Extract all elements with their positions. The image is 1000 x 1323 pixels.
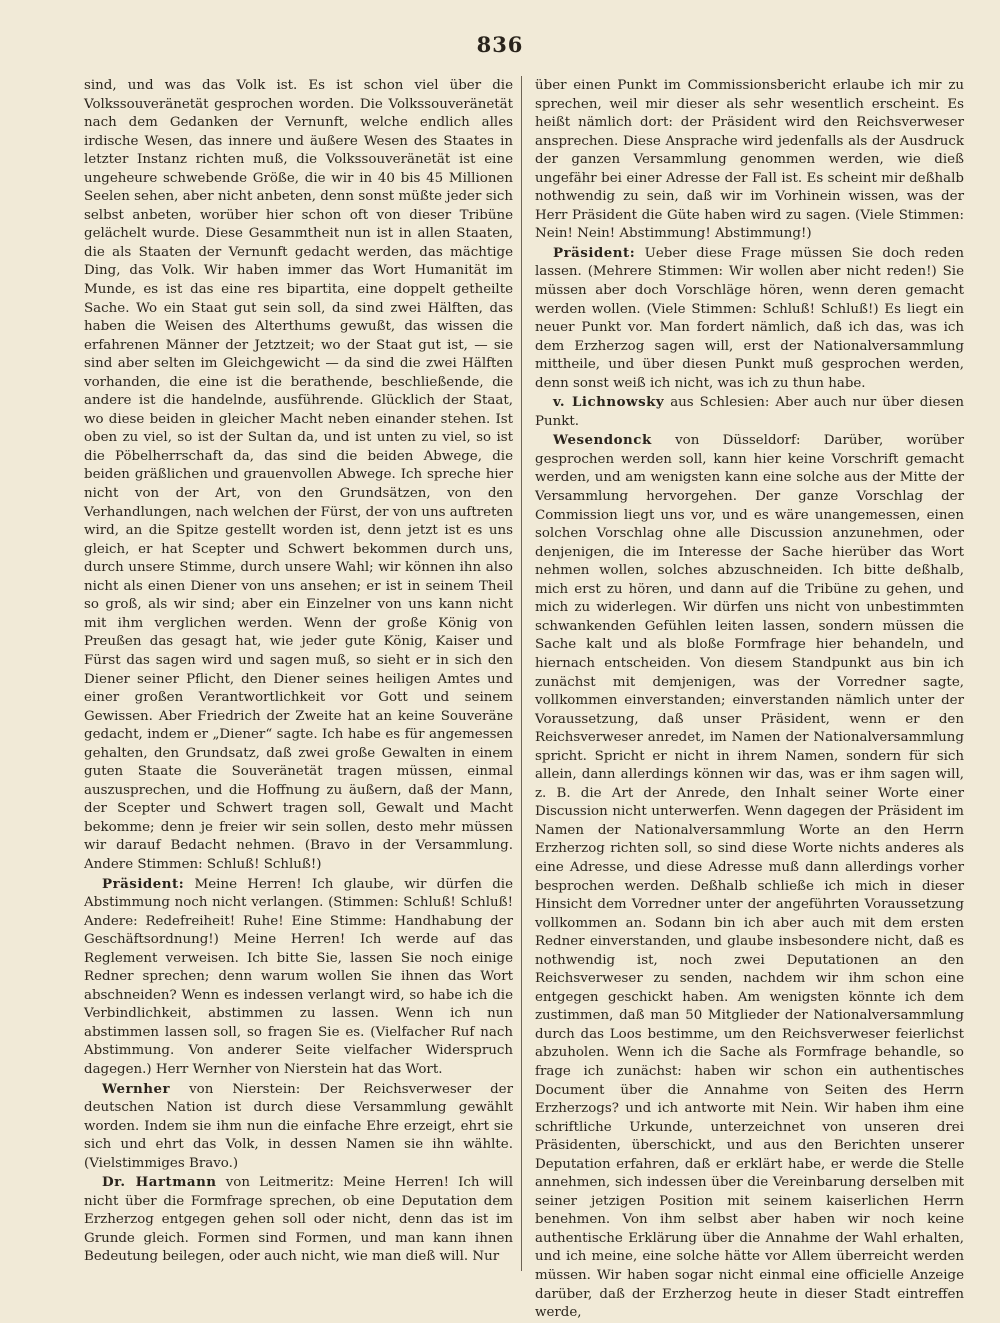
- column-divider: [521, 76, 522, 1271]
- paragraph-text: von Düsseldorf: Darüber, worüber gesprochen werden soll, kann hier keine Vorschrift gemacht werden, und am wenigsten kann eine solche aus der Mitte der Versammlung hervorgehen. Der ganze Vorschlag der Commission liegt uns vor, und es wäre unangemessen, einen solchen Vorschlag ohne alle Discussion anzunehmen, oder denjenigen, die im Interesse der Sache hierüber das Wort nehmen wollen, solches abzuschneiden. Ich bitte deßhalb, mich erst zu hören, und dann auf die Tribüne zu gehen, und mich zu widerlegen. Wir dürfen uns nicht von unbestimmten schwankenden Gefühlen leiten lassen, sondern müssen die Sache kalt und als bloße Formfrage hier behandeln, und hiernach entscheiden. Von diesem Standpunkt aus bin ich zunächst mit demjenigen, was der Vorredner sagte, vollkommen einverstanden; einverstanden nämlich unter der Voraussetzung, daß unser Präsident, wenn er den Reichsverweser anredet, im Namen der Nationalversammlung spricht. Spricht er nicht in ihrem Namen, sondern für sich allein, dann allerdings können wir das, was er ihm sagen will, z. B. die Art der Anrede, den Inhalt seiner Worte einer Discussion nicht unterwerfen. Wenn dagegen der Präsident im Namen der Nationalversammlung Worte an den Herrn Erzherzog richten soll, so sind diese Worte nichts anderes als eine Adresse, und diese Adresse muß dann allerdings vorher besprochen werden. Deßhalb schließe ich mich in dieser Hinsicht dem Vorredner unter der angeführten Voraussetzung vollkommen an. Sodann bin ich aber auch mit dem ersten Redner einverstanden, und glaube insbesondere nicht, daß es nothwendig ist, noch zwei Deputationen an den Reichsverweser zu senden, nachdem wir ihm schon eine entgegen geschickt haben. Am wenigsten könnte ich dem zustimmen, daß man 50 Mitglieder der Nationalversammlung durch das Loos bestimme, um den Reichsverweser feierlichst abzuholen. Wenn ich die Sache als Formfrage behandle, so frage ich zunächst: haben wir schon ein authentisches Document über die Annahme von Seiten des Herrn Erzherzogs? und ich antworte mit Nein. Wir haben ihm eine schriftliche Urkunde, unterzeichnet von unseren drei Präsidenten, überschickt, und aus den Berichten unserer Deputation erfahren, daß er erklärt habe, er werde die Stelle annehmen, sich indessen über die Vereinbarung derselben mit seiner jetzigen Position mit seinem kaiserlichen Herrn benehmen. Von ihm selbst aber haben wir noch keine authentische Erklärung über die Annahme der Wahl erhalten, und ich meine, eine solche hätte vor Allem überreicht werden müssen. Wir haben sogar nicht einmal eine officielle Anzeige darüber, daß der Erzherzog heute in dieser Stadt eintreffen werde,: [535, 433, 964, 1321]
- page-number: 836: [476, 32, 524, 57]
- paragraph-text: sind, und was das Volk ist. Es ist schon viel über die Volkssouveränetät gesprochen worden. Die Volkssouveränetät nach dem Gedanken der Vernunft, welche endlich alles irdische Wesen, das innere und äußere Wesen des Staates in letzter Instanz richten muß, die Volkssouveränetät ist eine ungeheure schwebende Größe, die wir in 40 bis 45 Millionen Seelen sehen, aber nicht anbeten, denn sonst müßte jeder sich selbst anbeten, worüber hier schon oft von dieser Tribüne gelächelt wurde. Diese Gesammtheit nun ist in allen Staaten, die als Staaten der Vernunft gedacht werden, das mächtige Ding, das Volk. Wir haben immer das Wort Humanität im Munde, es ist das eine res bipartita, eine doppelt getheilte Sache. Wo ein Staat gut sein soll, da sind zwei Hälften, das haben die Weisen des Alterthums gewußt, das wissen die erfahrenen Männer der Jetztzeit; wo der Staat gut ist, — sie sind aber selten im Gleichgewicht — da sind die zwei Hälften vorhanden, die eine ist die berathende, beschließende, die andere ist die handelnde, ausführende. Glücklich der Staat, wo diese beiden in gleicher Macht neben einander stehen. Ist oben zu viel, so ist der Sultan da, und ist unten zu viel, so ist die Pöbelherrschaft da, das sind die beiden Abwege, die beiden gräßlichen und grauenvollen Abwege. Ich spreche hier nicht von der Art, von den Grundsätzen, von den Verhandlungen, nach welchen der Fürst, der von uns auftreten wird, an die Spitze gestellt worden ist, denn jetzt ist es uns gleich, er hat Scepter und Schwert bekommen durch uns, durch unsere Stimme, durch unsere Wahl; wir können ihn also nicht als einen Diener von uns ansehen; er ist in seinem Theil so groß, als wir sind; aber ein Einzelner von uns kann nicht mit ihm verglichen werden. Wenn der große König von Preußen das gesagt hat, wie jeder gute König, Kaiser und Fürst das sagen wird und sagen muß, so sieht er in sich den Diener seiner Pflicht, den Diener seines heiligen Amtes und einer großen Verantwortlichkeit vor Gott und seinem Gewissen. Aber Friedrich der Zweite hat an keine Souveräne gedacht, indem er „Diener“ sagte. Ich habe es für angemessen gehalten, den Grundsatz, daß zwei große Gewalten in einem guten Staate die Souveränetät tragen müssen, einmal auszusprechen, und die Hoffnung zu äußern, daß der Mann, der Scepter und Schwert tragen soll, Gewalt und Macht bekomme; denn je freier wir sein sollen, desto mehr müssen wir darauf Bedacht nehmen. (Bravo in der Versammlung. Andere Stimmen: Schluß! Schluß!): [84, 78, 513, 872]
- paragraph: [535, 76, 964, 244]
- paragraph-text: von Nierstein: Der Reichsverweser der deutschen Nation ist durch diese Versammlung gewählt worden. Indem sie ihm nun die einfache Ehre erzeigt, ehrt sie sich und ehrt das Volk, in dessen Namen sie ihn wählte. (Vielstimmiges Bravo.): [84, 1081, 513, 1171]
- paragraph-text: von Leitmeritz: Meine Herren! Ich will nicht über die Formfrage sprechen, ob eine Deputation dem Erzherzog entgegen gehen soll oder nicht, denn das ist im Grunde gleich. Formen sind Formen, und man kann ihnen Bedeutung beilegen, oder auch nicht, wie man dieß will. Nur: [84, 1175, 513, 1265]
- right-column: [535, 76, 965, 1321]
- paragraph: [84, 76, 513, 875]
- paragraph: [84, 875, 513, 1080]
- speaker-name: Wernher: [102, 1080, 171, 1097]
- left-column: [84, 76, 513, 1271]
- speaker-name: Präsident:: [102, 875, 185, 892]
- speaker-name: v. Lichnowsky: [553, 394, 665, 411]
- speaker-name: Präsident:: [553, 244, 636, 261]
- paragraph: [535, 431, 964, 1322]
- paragraph: [84, 1173, 513, 1267]
- speaker-name: Wesendonck: [553, 432, 652, 449]
- speaker-name: Dr. Hartmann: [102, 1174, 217, 1191]
- paragraph-text: Meine Herren! Ich glaube, wir dürfen die Abstimmung noch nicht verlangen. (Stimmen: Schluß! Schluß! Andere: Redefreiheit! Ruhe! Eine Stimme: Handhabung der Geschäftsordnung!) Meine Herren! Ich werde auf das Reglement verweisen. Ich bitte Sie, lassen Sie noch einige Redner sprechen; denn warum wollen Sie ihnen das Wort abschneiden? Wenn es indessen verlangt wird, so habe ich die Verbindlichkeit, abstimmen zu lassen. Wenn ich nun abstimmen lassen soll, so fragen Sie es. (Vielfacher Ruf nach Abstimmung. Von anderer Seite vielfacher Widerspruch dagegen.) Herr Wernher von Nierstein hat das Wort.: [84, 876, 513, 1077]
- paragraph-text: Ueber diese Frage müssen Sie doch reden lassen. (Mehrere Stimmen: Wir wollen aber nicht reden!) Sie müssen aber doch Vorschläge hören, wenn deren gemacht werden wollen. (Viele Stimmen: Schluß! Schluß!) Es liegt ein neuer Punkt vor. Man fordert nämlich, daß ich das, was ich dem Erzherzog sagen will, erst der Nationalversammlung mittheile, und über diesen Punkt muß gesprochen werden, denn sonst weiß ich nicht, was ich zu thun habe.: [535, 245, 965, 391]
- paragraph: [535, 244, 964, 393]
- paragraph-text: aus Schlesien: Aber auch nur über diesen Punkt.: [535, 395, 964, 429]
- paragraph: [84, 1080, 513, 1174]
- paragraph: [535, 393, 964, 431]
- paragraph-text: über einen Punkt im Commissionsbericht erlaube ich mir zu sprechen, weil mir dieser als sehr wesentlich erscheint. Es heißt nämlich dort: der Präsident wird den Reichsverweser ansprechen. Diese Ansprache wird jedenfalls als der Ausdruck der ganzen Versammlung genommen werden, wie dieß ungefähr bei einer Adresse der Fall ist. Es scheint mir deßhalb nothwendig zu sein, daß wir im Vorhinein wissen, was der Herr Präsident die Güte haben wird zu sagen. (Viele Stimmen: Nein! Nein! Abstimmung! Abstimmung!): [535, 78, 964, 242]
